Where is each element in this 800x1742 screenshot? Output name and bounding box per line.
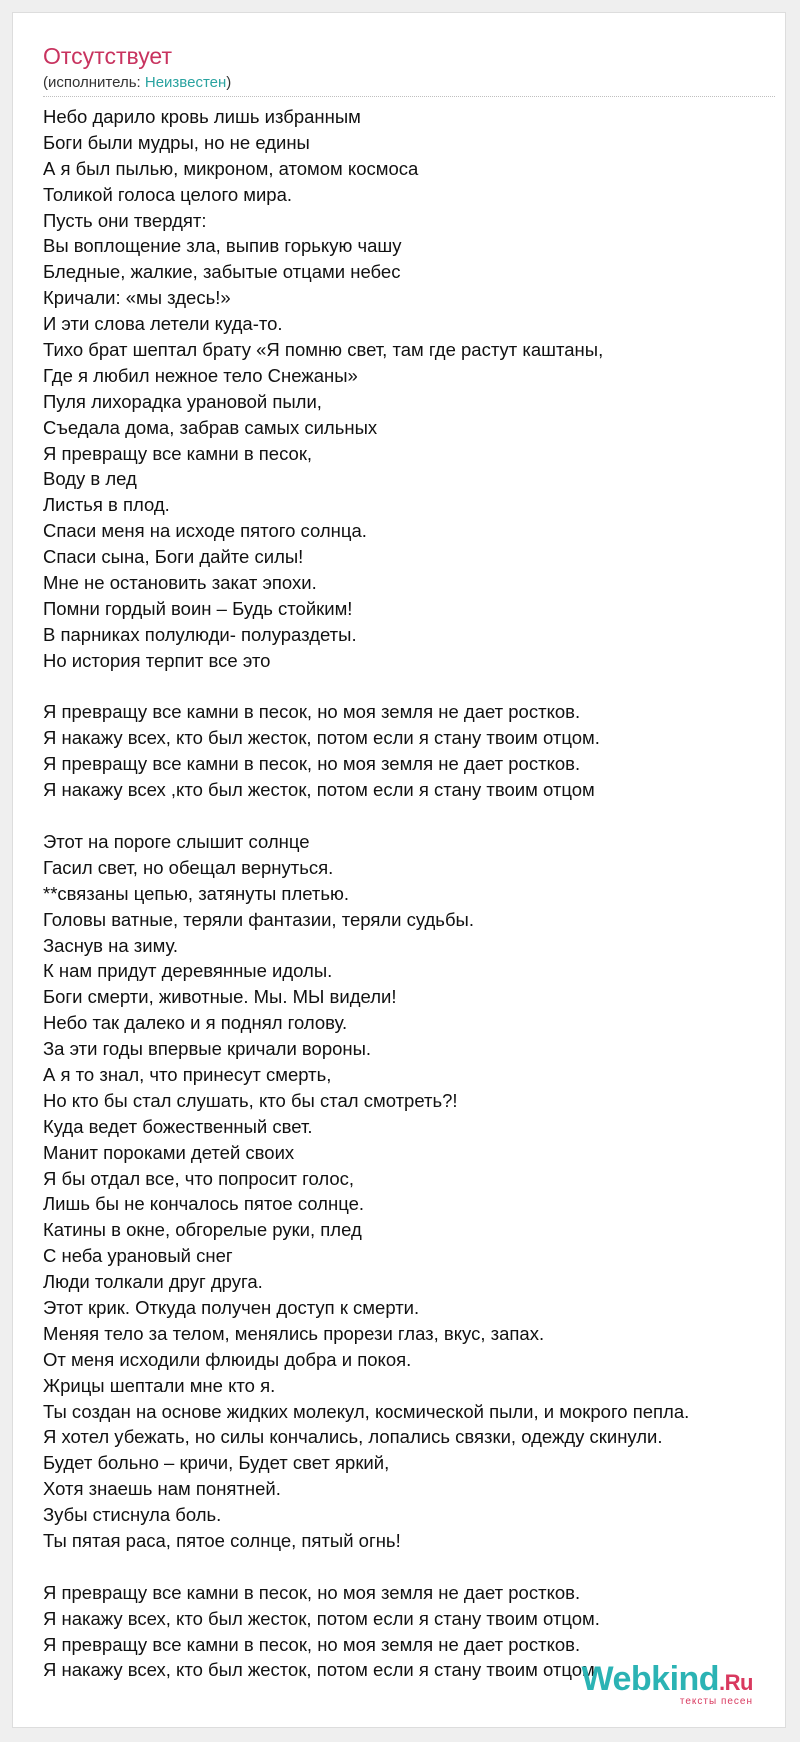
lyric-line: Воду в лед: [43, 468, 137, 490]
lyric-line: Спаси меня на исходе пятого солнца.: [43, 520, 367, 542]
lyric-line: Ты создан на основе жидких молекул, космической пыли, и мокрого пепла.: [43, 1400, 690, 1422]
site-logo[interactable]: [582, 1662, 754, 1707]
song-title: Отсутствует: [43, 43, 172, 69]
lyric-line: Кричали: «мы здесь!»: [43, 287, 231, 309]
lyric-line: Но кто бы стал слушать, кто бы стал смотреть?!: [43, 1089, 458, 1111]
lyric-line: А я был пылью, микроном, атомом космоса: [43, 157, 419, 179]
lyric-line: Жрицы шептали мне кто я.: [43, 1374, 276, 1396]
lyric-line: Я бы отдал все, что попросит голос,: [43, 1167, 355, 1189]
lyric-line: Съедала дома, забрав самых сильных: [43, 416, 378, 438]
stanza-break: [43, 674, 783, 700]
lyric-line: Небо дарило кровь лишь избранным: [43, 106, 361, 127]
lyric-line: Лишь бы не кончалось пятое солнце.: [43, 1193, 365, 1215]
stanza-break: [43, 803, 783, 829]
performer-suffix: ): [226, 74, 232, 91]
lyric-line: Тихо брат шептал брату «Я помню свет, там где растут каштаны,: [43, 339, 604, 361]
lyric-line: Хотя знаешь нам понятней.: [43, 1478, 281, 1500]
lyric-line: Манит пороками детей своих: [43, 1141, 295, 1163]
lyrics-card: [12, 12, 786, 1728]
lyric-line: Помни гордый воин – Будь стойким!: [43, 597, 353, 619]
logo-name: Webkind: [581, 1660, 720, 1698]
lyric-line: Толикой голоса целого мира.: [43, 183, 293, 205]
lyric-line: Я накажу всех ,кто был жесток, потом если я стану твоим отцом: [43, 779, 595, 801]
lyric-line: Боги смерти, животные. Мы. МЫ видели!: [43, 986, 397, 1008]
title-divider: [43, 96, 775, 97]
performer-line: [43, 74, 231, 91]
lyric-line: Где я любил нежное тело Снежаны»: [43, 364, 358, 386]
lyric-line: Пусть они твердят:: [43, 209, 207, 231]
lyric-line: Спаси сына, Боги дайте силы!: [43, 546, 304, 568]
lyric-line: Головы ватные, теряли фантазии, теряли судьбы.: [43, 908, 474, 930]
lyrics-text: [43, 104, 783, 1683]
lyric-line: Я хотел убежать, но силы кончались, лопались связки, одежду скинули.: [43, 1426, 663, 1448]
lyric-line: Гасил свет, но обещал вернуться.: [43, 856, 334, 878]
lyric-line: А я то знал, что принесут смерть,: [43, 1063, 332, 1085]
lyric-line: Мне не остановить закат эпохи.: [43, 572, 317, 594]
lyric-line: Зубы стиснула боль.: [43, 1504, 222, 1526]
lyric-line: Небо так далеко и я поднял голову.: [43, 1012, 348, 1034]
lyric-line: Я превращу все камни в песок, но моя земля не дает ростков.: [43, 753, 581, 775]
lyric-line: Листья в плод.: [43, 494, 170, 516]
lyric-line: И эти слова летели куда-то.: [43, 313, 283, 335]
lyric-line: Вы воплощение зла, выпив горькую чашу: [43, 235, 402, 257]
lyric-line: Боги были мудры, но не едины: [43, 131, 310, 153]
lyric-line: Ты пятая раса, пятое солнце, пятый огнь!: [43, 1529, 401, 1551]
lyric-line: Но история терпит все это: [43, 649, 271, 671]
lyric-line: Бледные, жалкие, забытые отцами небес: [43, 261, 401, 283]
lyric-line: Пуля лихорадка урановой пыли,: [43, 390, 322, 412]
lyric-line: Заснув на зиму.: [43, 934, 179, 956]
performer-prefix: (исполнитель:: [43, 74, 145, 91]
lyric-line: С неба урановый снег: [43, 1245, 233, 1267]
lyric-line: За эти годы впервые кричали вороны.: [43, 1038, 372, 1060]
lyric-line: Я превращу все камни в песок, но моя земля не дает ростков.: [43, 1581, 581, 1603]
lyric-line: В парниках полулюди- полураздеты.: [43, 623, 357, 645]
lyric-line: Я превращу все камни в песок, но моя земля не дает ростков.: [43, 701, 581, 723]
lyric-line: Этот на пороге слышит солнце: [43, 830, 310, 852]
lyric-line: К нам придут деревянные идолы.: [43, 960, 333, 982]
lyric-line: Меняя тело за телом, менялись прорези глаз, вкус, запах.: [43, 1322, 545, 1344]
lyric-line: Куда ведет божественный свет.: [43, 1115, 313, 1137]
lyric-line: От меня исходили флюиды добра и покоя.: [43, 1348, 412, 1370]
lyric-line: **связаны цепью, затянуты плетью.: [43, 882, 350, 904]
performer-link[interactable]: Неизвестен: [144, 74, 227, 91]
lyric-line: Этот крик. Откуда получен доступ к смерти.: [43, 1296, 420, 1318]
lyric-line: Я превращу все камни в песок,: [43, 442, 313, 464]
lyric-line: Я накажу всех, кто был жесток, потом если я стану твоим отцом.: [43, 1607, 600, 1629]
lyric-line: Катины в окне, обгорелые руки, плед: [43, 1219, 362, 1241]
logo-tld: .Ru: [719, 1670, 753, 1695]
stanza-break: [43, 1554, 783, 1580]
lyric-line: Я превращу все камни в песок, но моя земля не дает ростков.: [43, 1633, 581, 1655]
logo-tagline: тексты песен: [679, 1696, 753, 1707]
lyric-line: Будет больно – кричи, Будет свет яркий,: [43, 1452, 390, 1474]
lyric-line: Люди толкали друг друга.: [43, 1271, 263, 1293]
lyric-line: Я накажу всех, кто был жесток, потом если я стану твоим отцом: [43, 1659, 595, 1681]
lyric-line: Я накажу всех, кто был жесток, потом если я стану твоим отцом.: [43, 727, 600, 749]
